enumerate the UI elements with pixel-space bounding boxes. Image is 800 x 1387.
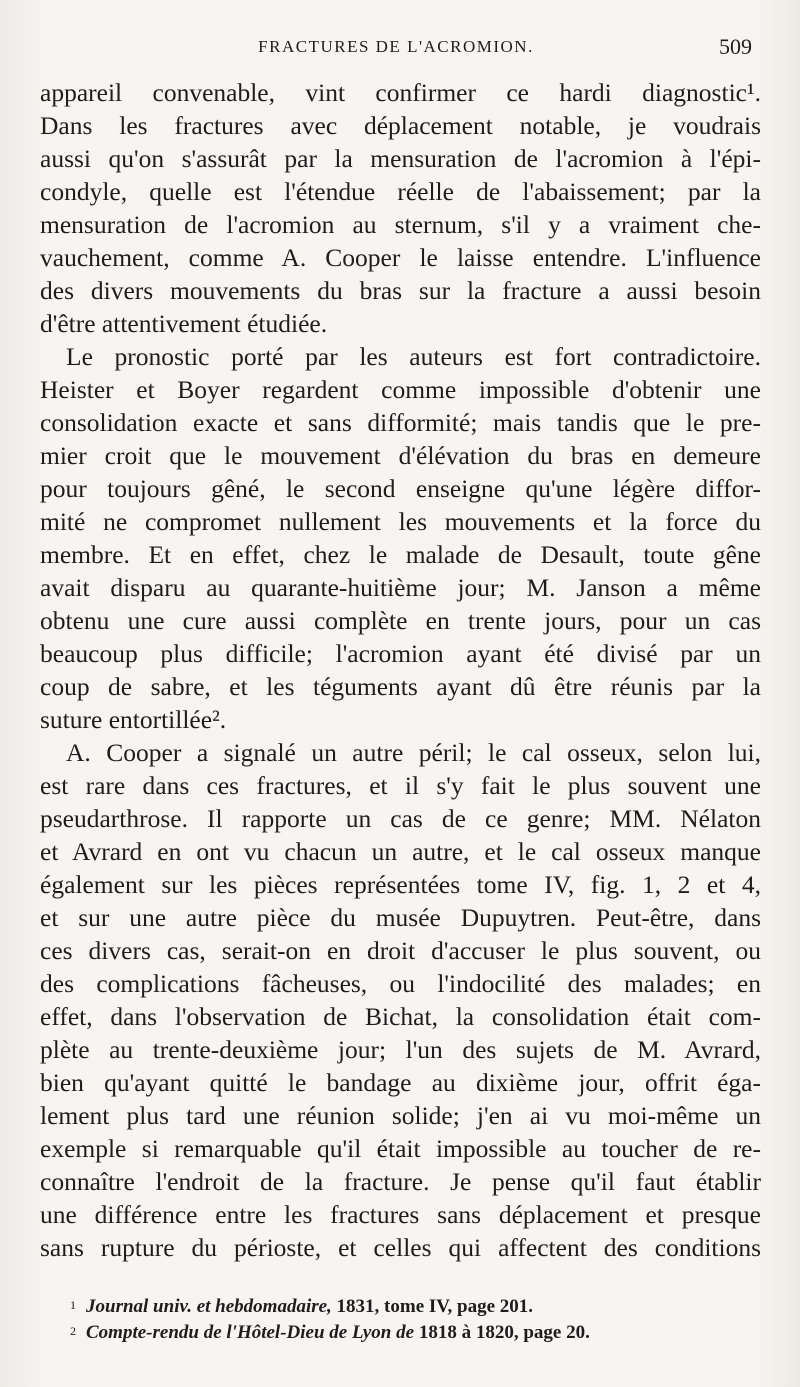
text-line: effet, dans l'observation de Bichat, la consolidation était com- xyxy=(40,1002,761,1031)
text-line: ces divers cas, serait-on en droit d'accuser le plus souvent, ou xyxy=(40,936,761,965)
text-line: obtenu une cure aussi complète en trente jours, pour un cas xyxy=(40,606,761,635)
text-line: également sur les pièces représentées tome IV, fig. 1, 2 et 4, xyxy=(40,870,761,899)
text-line: suture entortillée². xyxy=(40,705,227,734)
text-line: bien qu'ayant quitté le bandage au dixième jour, offrit éga- xyxy=(40,1068,761,1097)
text-line: pour toujours gêné, le second enseigne qu'une légère diffor- xyxy=(40,474,761,503)
paragraph-2 xyxy=(40,340,761,736)
footnotes xyxy=(40,1294,761,1346)
text-line: des complications fâcheuses, ou l'indocilité des malades; en xyxy=(40,969,761,998)
text-line: vauchement, comme A. Cooper le laisse entendre. L'influence xyxy=(40,243,761,272)
text-line: une différence entre les fractures sans déplacement et presque xyxy=(40,1200,761,1229)
text-line: plète au trente-deuxième jour; l'un des sujets de M. Avrard, xyxy=(40,1035,761,1064)
paragraph-3 xyxy=(40,736,761,1264)
footnote-mark: 2 xyxy=(70,1324,76,1338)
text-line: exemple si remarquable qu'il était impossible au toucher de re- xyxy=(40,1134,761,1163)
footnote-2 xyxy=(40,1320,761,1346)
footnote-source: Journal univ. et hebdomadaire, xyxy=(86,1296,332,1317)
body-text xyxy=(40,76,761,1264)
footnote-1 xyxy=(40,1294,761,1320)
text-line: membre. Et en effet, chez le malade de Desault, toute gêne xyxy=(40,540,761,569)
text-line: pseudarthrose. Il rapporte un cas de ce genre; MM. Nélaton xyxy=(40,804,761,833)
footnote-reference: 1831, tome IV, page 201. xyxy=(331,1296,534,1317)
text-line: lement plus tard une réunion solide; j'en ai vu moi-même un xyxy=(40,1101,761,1130)
text-line: Dans les fractures avec déplacement notable, je voudrais xyxy=(40,111,761,140)
text-line: condyle, quelle est l'étendue réelle de l'abaissement; par la xyxy=(40,177,761,206)
text-line: mier croit que le mouvement d'élévation du bras en demeure xyxy=(40,441,761,470)
text-line: beaucoup plus difficile; l'acromion ayant été divisé par un xyxy=(40,639,761,668)
text-line: mensuration de l'acromion au sternum, s'il y a vraiment che- xyxy=(40,210,761,239)
text-line: connaître l'endroit de la fracture. Je pense qu'il faut établir xyxy=(40,1167,761,1196)
text-line: et Avrard en ont vu chacun un autre, et le cal osseux manque xyxy=(40,837,761,866)
text-line: consolidation exacte et sans difformité; mais tandis que le pre- xyxy=(40,408,761,437)
text-line: A. Cooper a signalé un autre péril; le cal osseux, selon lui, xyxy=(66,738,761,767)
paragraph-1 xyxy=(40,76,761,340)
page-number: 509 xyxy=(719,34,752,59)
running-head xyxy=(40,34,752,60)
text-line: coup de sabre, et les téguments ayant dû être réunis par la xyxy=(40,672,761,701)
text-line: appareil convenable, vint confirmer ce hardi diagnostic¹. xyxy=(40,78,761,107)
text-line: aussi qu'on s'assurât par la mensuration de l'acromion à l'épi- xyxy=(40,144,761,173)
text-line: est rare dans ces fractures, et il s'y fait le plus souvent une xyxy=(40,771,761,800)
running-title: FRACTURES DE L'ACROMION. xyxy=(258,37,534,56)
footnote-mark: 1 xyxy=(70,1298,76,1312)
text-line: sans rupture du périoste, et celles qui affectent des conditions xyxy=(40,1233,761,1262)
text-line: avait disparu au quarante-huitième jour; M. Janson a même xyxy=(40,573,761,602)
text-line: Heister et Boyer regardent comme impossible d'obtenir une xyxy=(40,375,761,404)
text-line: mité ne compromet nullement les mouvements et la force du xyxy=(40,507,761,536)
text-line: Le pronostic porté par les auteurs est fort contradictoire. xyxy=(66,342,761,371)
footnote-source: Compte-rendu de l'Hôtel-Dieu de Lyon de xyxy=(86,1322,415,1343)
footnote-reference: 1818 à 1820, page 20. xyxy=(414,1322,590,1343)
text-line: d'être attentivement étudiée. xyxy=(40,309,328,338)
text-line: des divers mouvements du bras sur la fracture a aussi besoin xyxy=(40,276,761,305)
text-line: et sur une autre pièce du musée Dupuytren. Peut-être, dans xyxy=(40,903,761,932)
